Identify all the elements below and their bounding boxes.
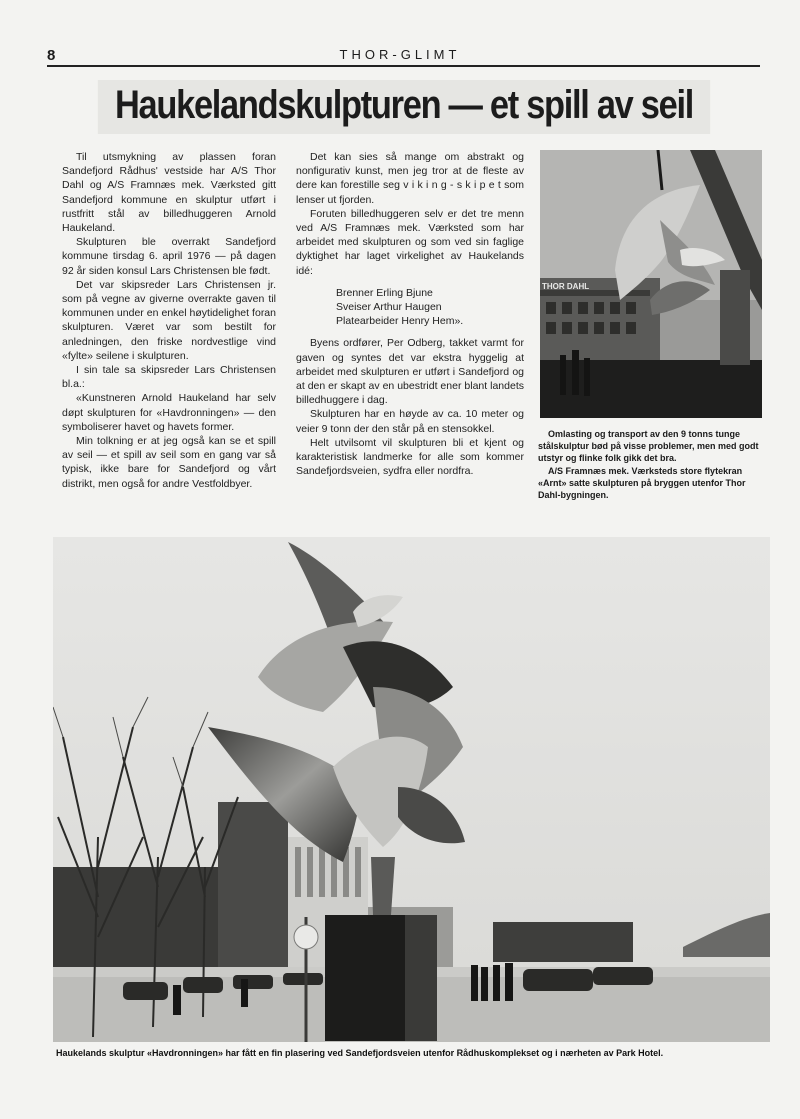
photo-caption-top	[538, 428, 764, 501]
credits-list	[336, 286, 524, 329]
paragraph: I sin tale sa skipsreder Lars Christensen bl.a.:	[62, 364, 276, 391]
paragraph: Helt utvilsomt vil skulpturen bli et kjent og karakteristisk landmerke for alle som kommer Sandefjordsveien, sydfra eller nordfra.	[296, 436, 524, 478]
article-column-1	[62, 150, 276, 491]
paragraph: Skulpturen ble overrakt Sandefjord kommune tirsdag 6. april 1976 — på dagen 92 år siden konsul Lars Christensen ble født.	[62, 236, 276, 277]
caption-line: A/S Framnæs mek. Værksteds store flytekran «Arnt» satte skulpturen på bryggen utenfor Thor Dahl-bygningen.	[538, 465, 746, 501]
page-number: 8	[47, 47, 56, 64]
paragraph: Min tolkning er at jeg også kan se et spill av seil — et spill av seil som en gang var så typisk, ikke bare for Sandefjord og vårt distrikt, men også for andre Vestfoldbyer.	[62, 435, 276, 490]
paragraph: Foruten billedhuggeren selv er det tre menn ved A/S Framnæs mek. Værksted som har arbeidet med skulpturen og som ved sin faglige dyktighet har laget virkelighet av Haukelands idé:	[296, 207, 524, 277]
credit-line: Platearbeider Henry Hem».	[336, 315, 464, 328]
photo-sculpture-havdronningen	[53, 537, 770, 1042]
paragraph: Skulpturen har en høyde av ca. 10 meter og veier 9 tonn der den står på en stensokkel.	[296, 408, 524, 435]
photo-crane-transport	[540, 150, 762, 418]
credit-line: Sveiser Arthur Haugen	[336, 301, 442, 314]
paragraph: Det kan sies så mange om abstrakt og nonfigurativ kunst, men jeg tror at de fleste av dere kan forestille seg v i k i n g - s k i p e t som lenser ut fjorden.	[296, 151, 524, 206]
article-column-2	[296, 150, 524, 478]
paragraph: Til utsmykning av plassen foran Sandefjord Rådhus' vestside har A/S Thor Dahl og A/S Framnæs mek. Værksted gitt Sandefjord kommune en skulptur utført i rustfritt stål av billedhuggeren Arnold Haukeland.	[62, 151, 276, 235]
photo-caption-main: Haukelands skulptur «Havdronningen» har fått en fin plasering ved Sandefjordsveien utenfor Rådhuskomplekset og i nærheten av Park Hotel.	[56, 1048, 664, 1058]
paragraph: Det var skipsreder Lars Christensen jr. som på vegne av giverne overrakte gaven til kommunen under en enkel høytidelighet foran skulpturen. Været var som bestilt for anledningen, den friske nordvestlige vind «fylte» seilene i skulpturen.	[62, 278, 276, 362]
headline: Haukelandskulpturen — et spill av seil	[98, 80, 710, 134]
building-sign: THOR DAHL	[542, 282, 590, 291]
caption-line: Omlasting og transport av den 9 tonns tunge stålskulptur bød på visse problemer, men med godt utstyr og flinke folk gikk det bra.	[538, 429, 759, 464]
paragraph: «Kunstneren Arnold Haukeland har selv døpt skulpturen for «Havdronningen» — den symboliserer havet og havets former.	[62, 392, 276, 433]
running-title: THOR-GLIMT	[339, 47, 461, 62]
credit-line: Brenner Erling Bjune	[336, 286, 433, 299]
paragraph: Byens ordfører, Per Odberg, takket varmt for gaven og syntes det var ekstra hyggelig at arbeidet med skulpturen er utført i Sandefjord og at den er skapt av en ubestridt ener blant landets billedhuggere i dag.	[296, 337, 524, 407]
header-rule	[47, 65, 760, 67]
